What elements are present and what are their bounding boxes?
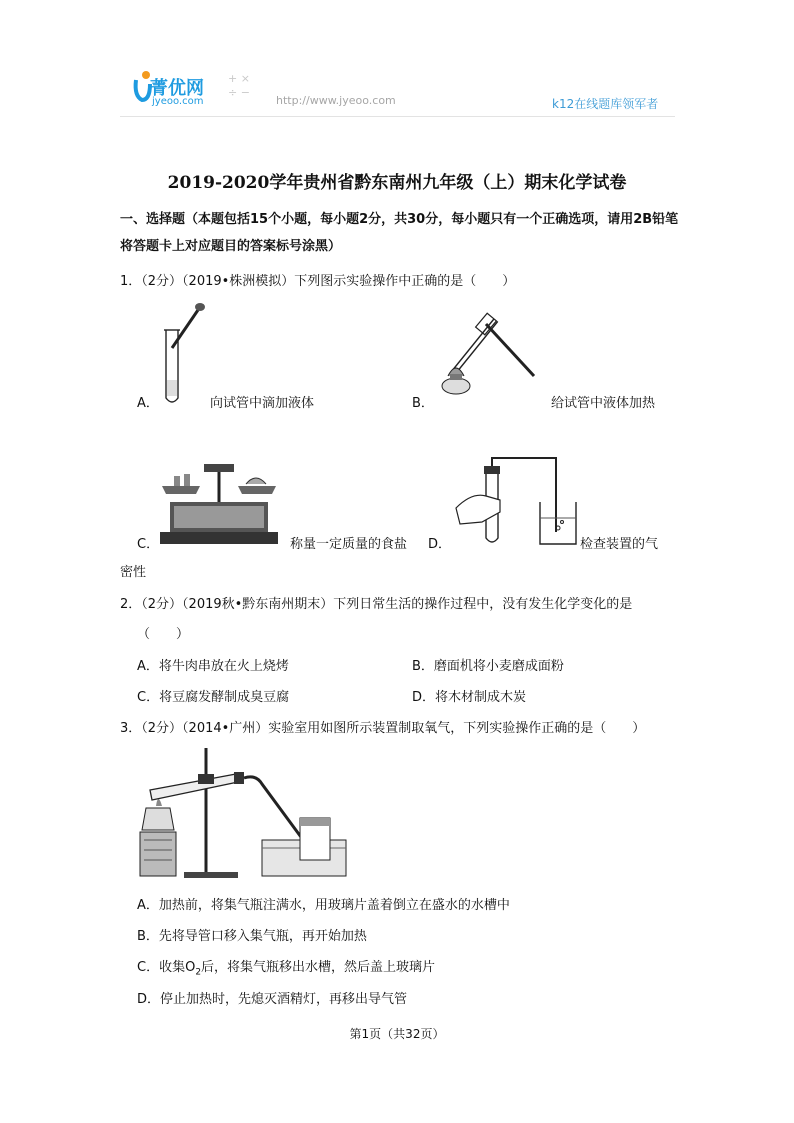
q3-option-a: A．加热前，将集气瓶注满水，用玻璃片盖着倒立在盛水的水槽中 bbox=[137, 898, 510, 913]
question-3-stem: 3．（2分）（2014•广州）实验室用如图所示装置制取氧气，下列实验操作正确的是（ ） bbox=[120, 721, 646, 736]
q2-option-c: C．将豆腐发酵制成臭豆腐 bbox=[137, 690, 290, 705]
q3-option-c: C．收集$O_2$后，将集气瓶移出水槽，然后盖上玻璃片 bbox=[137, 960, 436, 978]
q2-option-b: B．磨面机将小麦磨成面粉 bbox=[412, 659, 564, 674]
oxygen-collection-apparatus-figure bbox=[140, 744, 380, 880]
q1-option-b-text: 给试管中液体加热 bbox=[551, 396, 656, 411]
q1-option-b-letter: B． bbox=[412, 396, 434, 411]
slogan: k12在线题库领军者 bbox=[552, 97, 659, 111]
heating-test-tube-figure bbox=[436, 310, 536, 400]
question-2-stem: 2．（2分）（2019秋•黔东南州期末）下列日常生活的操作过程中，没有发生化学变化的是 bbox=[120, 597, 633, 612]
q1-option-c-text: 称量一定质量的食盐 bbox=[290, 537, 408, 552]
header-divider bbox=[120, 116, 675, 117]
dropper-into-test-tube-figure bbox=[160, 300, 210, 410]
logo-subtitle: jyeoo.com bbox=[152, 96, 204, 107]
q1-option-a-letter: A． bbox=[137, 396, 159, 411]
logo-text: 菁优网 bbox=[150, 78, 204, 99]
question-2-stem-continued: （ ） bbox=[137, 627, 190, 642]
page-footer: 第1页（共32页） bbox=[349, 1027, 445, 1041]
q2-option-d: D．将木材制成木炭 bbox=[412, 690, 527, 705]
airtightness-check-figure bbox=[452, 452, 582, 548]
q1-option-a-text: 向试管中滴加液体 bbox=[210, 396, 315, 411]
q3-option-d: D．停止加热时，先熄灭酒精灯，再移出导气管 bbox=[137, 992, 408, 1007]
section-heading: 一、选择题（本题包括15个小题，每小题2分，共30分，每小题只有一个正确选项，请用2B铅笔将答题卡上对应题目的答案标号涂黑） bbox=[120, 212, 679, 254]
q2-option-a: A．将牛肉串放在火上烧烤 bbox=[137, 659, 289, 674]
site-url[interactable]: http://www.jyeoo.com bbox=[276, 94, 396, 107]
q1-option-d-text-continued: 密性 bbox=[120, 565, 147, 580]
page-title: 2019-2020学年贵州省黔东南州九年级（上）期末化学试卷 bbox=[167, 173, 627, 193]
q1-option-c-letter: C． bbox=[137, 537, 160, 552]
question-1-stem: 1．（2分）（2019•株洲模拟）下列图示实验操作中正确的是（ ） bbox=[120, 274, 516, 289]
q1-option-d-text: 检查装置的气 bbox=[580, 537, 659, 552]
q1-option-d-letter: D． bbox=[428, 537, 452, 552]
balance-scale-figure bbox=[160, 458, 278, 546]
q3-option-b: B．先将导管口移入集气瓶，再开始加热 bbox=[137, 929, 367, 944]
math-symbols-icon: + × ÷ − bbox=[228, 72, 250, 99]
